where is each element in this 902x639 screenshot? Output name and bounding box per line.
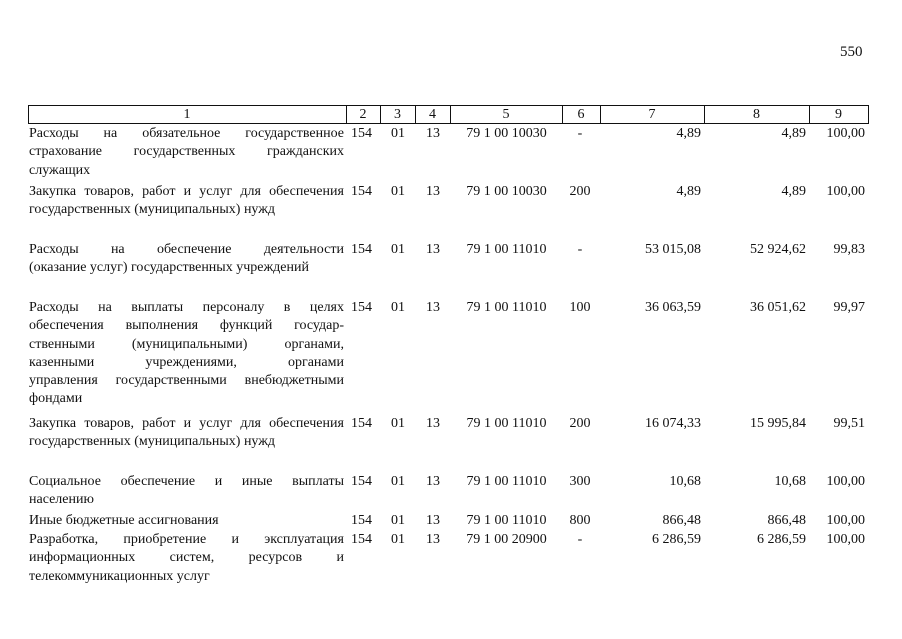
execution-percent: 100,00 [826, 474, 865, 489]
subsection-code: 13 [426, 126, 440, 141]
header-divider [868, 105, 869, 124]
subsection-code: 13 [426, 532, 440, 547]
target-article-code: 79 1 00 11010 [466, 242, 547, 257]
header-col-9: 9 [835, 107, 842, 122]
expense-type-code: - [577, 242, 583, 257]
planned-amount: 4,89 [676, 184, 701, 199]
subsection-code: 13 [426, 474, 440, 489]
executed-amount: 4,89 [781, 184, 806, 199]
execution-percent: 100,00 [826, 126, 865, 141]
expense-type-code: 200 [569, 416, 591, 431]
chapter-code: 154 [351, 126, 372, 141]
planned-amount: 6 286,59 [652, 532, 701, 547]
section-code: 01 [391, 416, 405, 431]
subsection-code: 13 [426, 242, 440, 257]
executed-amount: 36 051,62 [750, 300, 806, 315]
row-description: Расходы на обеспечение деятельности (оказание услуг) государственных учреждений [29, 242, 344, 276]
executed-amount: 4,89 [781, 126, 806, 141]
chapter-code: 154 [351, 416, 372, 431]
header-col-2: 2 [359, 107, 367, 122]
section-code: 01 [391, 474, 405, 489]
header-col-4: 4 [429, 107, 436, 122]
chapter-code: 154 [351, 474, 372, 489]
row-description: Расходы на обязательное государственное страхование государственных гражданских служащих [29, 126, 344, 178]
subsection-code: 13 [426, 184, 440, 199]
execution-percent: 99,51 [833, 416, 865, 431]
subsection-code: 13 [426, 300, 440, 315]
subsection-code: 13 [426, 416, 440, 431]
header-col-6: 6 [577, 107, 585, 122]
section-code: 01 [391, 300, 405, 315]
section-code: 01 [391, 532, 405, 547]
target-article-code: 79 1 00 11010 [466, 513, 547, 528]
target-article-code: 79 1 00 20900 [466, 532, 547, 547]
header-col-7: 7 [648, 107, 656, 122]
expense-type-code: 100 [569, 300, 591, 315]
planned-amount: 16 074,33 [645, 416, 701, 431]
row-description: Закупка товаров, работ и услуг для обеспечения государственных (муниципальных) нужд [29, 416, 344, 450]
expense-type-code: 200 [569, 184, 591, 199]
chapter-code: 154 [351, 513, 372, 528]
target-article-code: 79 1 00 11010 [466, 474, 547, 489]
planned-amount: 866,48 [662, 513, 701, 528]
expense-type-code: - [577, 126, 583, 141]
row-description: Иные бюджетные ассигнования [29, 513, 219, 528]
executed-amount: 6 286,59 [757, 532, 806, 547]
executed-amount: 15 995,84 [750, 416, 806, 431]
subsection-code: 13 [426, 513, 440, 528]
planned-amount: 36 063,59 [645, 300, 701, 315]
planned-amount: 10,68 [669, 474, 701, 489]
row-description: Закупка товаров, работ и услуг для обеспечения государственных (муниципальных) нужд [29, 184, 344, 218]
execution-percent: 99,97 [833, 300, 865, 315]
header-col-5: 5 [502, 107, 510, 122]
target-article-code: 79 1 00 10030 [466, 184, 547, 199]
chapter-code: 154 [351, 184, 372, 199]
chapter-code: 154 [351, 532, 372, 547]
executed-amount: 10,68 [774, 474, 806, 489]
header-bottom-border [28, 123, 869, 124]
chapter-code: 154 [351, 242, 372, 257]
expense-type-code: 300 [569, 474, 591, 489]
target-article-code: 79 1 00 10030 [466, 126, 547, 141]
expense-type-code: - [577, 532, 583, 547]
row-description: Разработка, приобретение и эксплуатация информационных систем, ресурсов и телекоммуникационных услуг [29, 532, 344, 584]
planned-amount: 53 015,08 [645, 242, 701, 257]
row-description: Расходы на выплаты персоналу в целях обеспечения выполнения функций государ- ственными (муниципальными) органами, казенными учреждениями, органами управления государственными внебюджетными фондами [29, 300, 344, 407]
header-col-8: 8 [753, 107, 760, 122]
section-code: 01 [391, 513, 405, 528]
target-article-code: 79 1 00 11010 [466, 416, 547, 431]
execution-percent: 100,00 [826, 184, 865, 199]
section-code: 01 [391, 242, 405, 257]
page-number: 550 [840, 44, 863, 60]
planned-amount: 4,89 [676, 126, 701, 141]
execution-percent: 99,83 [833, 242, 865, 257]
row-description: Социальное обеспечение и иные выплаты населению [29, 474, 344, 508]
section-code: 01 [391, 126, 405, 141]
executed-amount: 52 924,62 [750, 242, 806, 257]
header-col-3: 3 [394, 107, 401, 122]
expense-type-code: 800 [569, 513, 591, 528]
section-code: 01 [391, 184, 405, 199]
chapter-code: 154 [351, 300, 372, 315]
execution-percent: 100,00 [826, 532, 865, 547]
executed-amount: 866,48 [767, 513, 806, 528]
execution-percent: 100,00 [826, 513, 865, 528]
target-article-code: 79 1 00 11010 [466, 300, 547, 315]
header-col-1: 1 [183, 107, 191, 122]
